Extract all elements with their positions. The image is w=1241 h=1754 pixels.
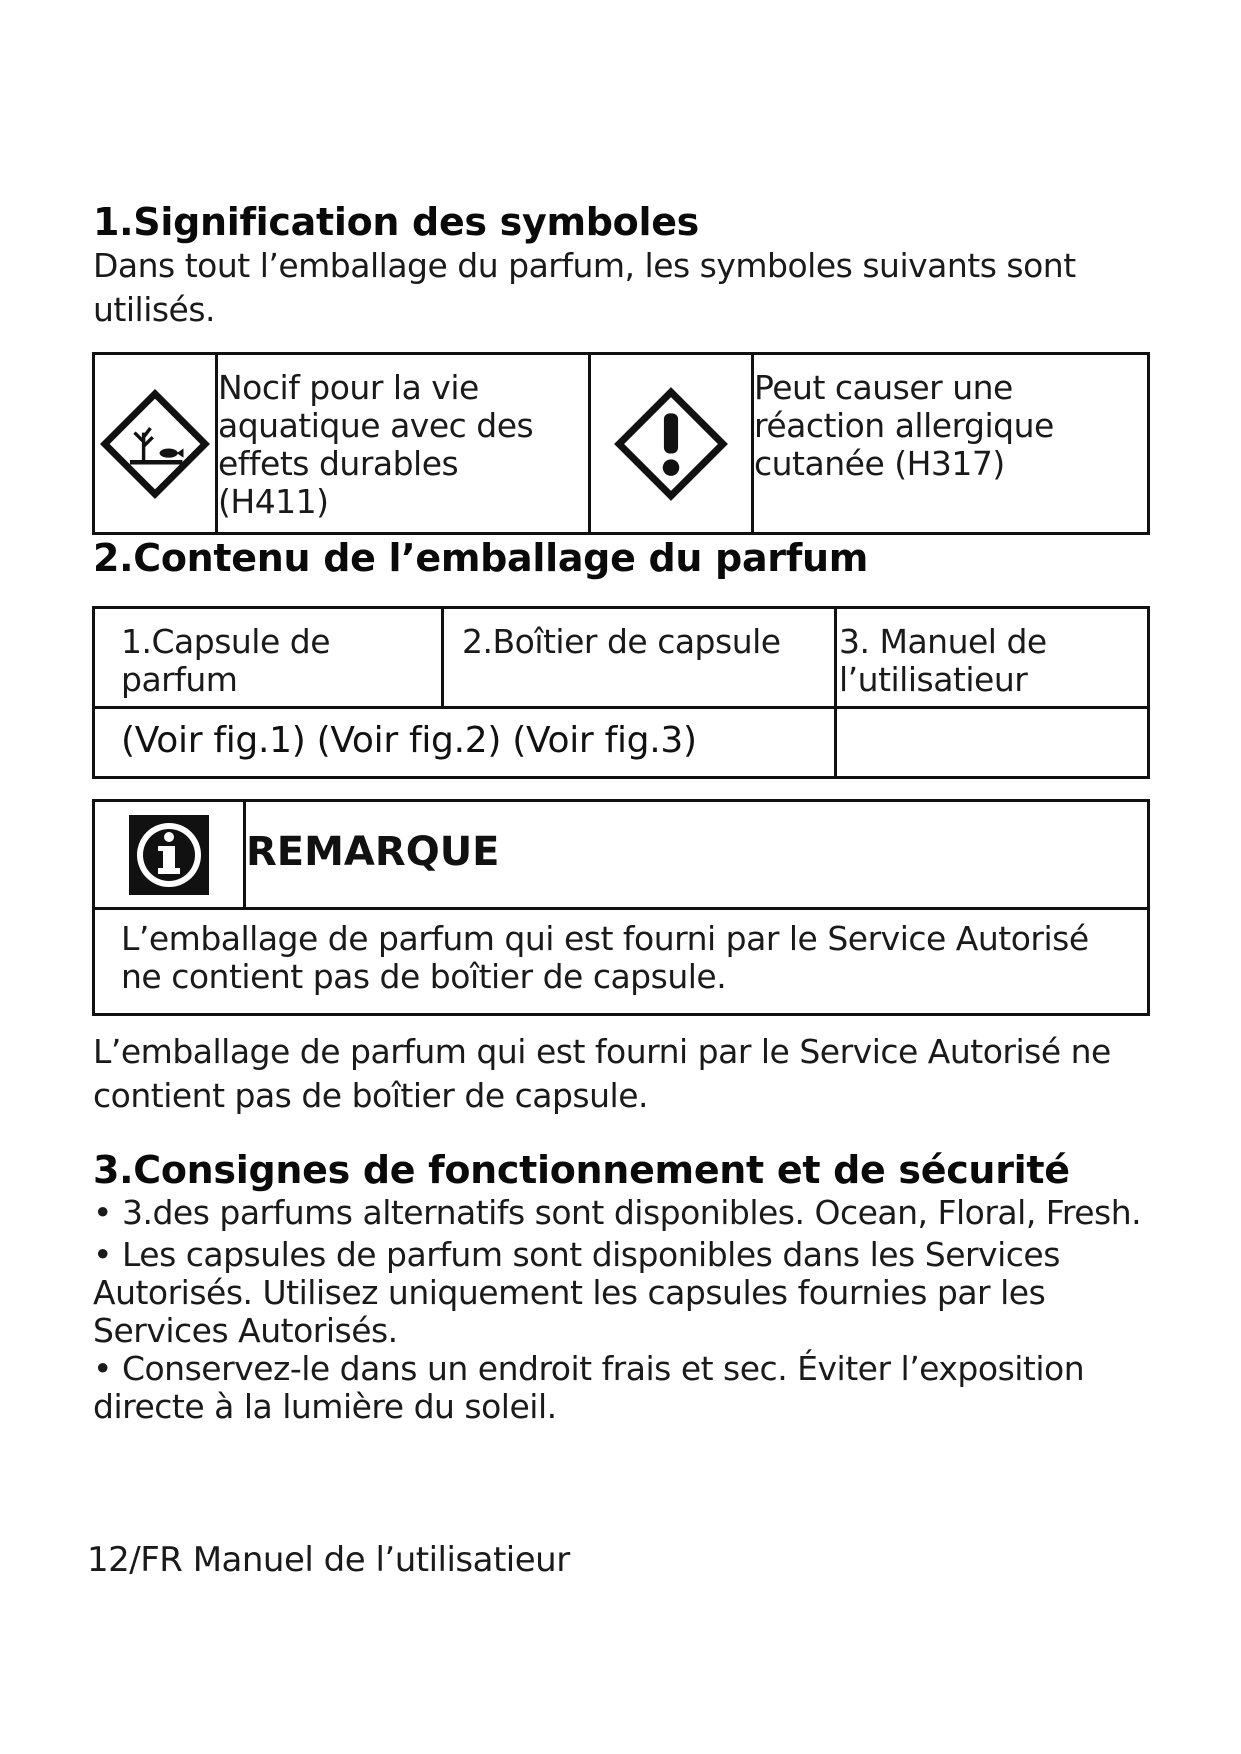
section-2-title: 2.Contenu de l’emballage du parfum xyxy=(93,536,869,580)
section-1-intro: Dans tout l’emballage du parfum, les symboles suivants sont utilisés. xyxy=(93,246,1076,329)
symbol-text-2: Peut causer une réaction allergique cutanée (H317) xyxy=(754,368,1054,483)
contents-table xyxy=(92,606,1150,779)
empty-cell xyxy=(836,708,1149,778)
exclamation-hazard-icon xyxy=(612,385,730,503)
content-cell-3 xyxy=(836,608,1149,708)
page-footer: 12/FR Manuel de l’utilisatieur xyxy=(87,1540,570,1580)
symbol-cell-1 xyxy=(94,354,217,534)
symbols-table xyxy=(92,352,1150,535)
symbol-text-cell-2 xyxy=(753,354,1149,534)
figure-references: (Voir fig.1) (Voir fig.2) (Voir fig.3) xyxy=(121,720,697,761)
content-cell-2 xyxy=(443,608,836,708)
content-cell-1 xyxy=(94,608,443,708)
note-title-cell xyxy=(245,801,1149,909)
info-icon xyxy=(129,815,209,895)
symbol-text-cell-1 xyxy=(217,354,590,534)
note-text: L’emballage de parfum qui est fourni par le Service Autorisé ne contient pas de boîtier de capsule. xyxy=(121,919,1089,996)
note-box xyxy=(92,799,1150,1016)
symbol-text-1: Nocif pour la vie aquatique avec des effets durables (H411) xyxy=(218,368,534,521)
note-title: REMARQUE xyxy=(246,829,500,875)
content-item-1: 1.Capsule de parfum xyxy=(121,622,331,699)
symbol-cell-2 xyxy=(590,354,753,534)
repeat-note-text: L’emballage de parfum qui est fourni par le Service Autorisé ne contient pas de boîtier de capsule. xyxy=(93,1032,1111,1115)
note-body-cell xyxy=(94,909,1149,1015)
list-item: • Les capsules de parfum sont disponibles dans les Services Autorisés. Utilisez uniquement les capsules fournies par les Services Autorisés. xyxy=(93,1235,1060,1350)
content-item-2: 2.Boîtier de capsule xyxy=(462,622,781,661)
list-item: • Conservez-le dans un endroit frais et sec. Éviter l’exposition directe à la lumière du soleil. xyxy=(93,1349,1085,1426)
list-item: • 3.des parfums alternatifs sont disponibles. Ocean, Floral, Fresh. xyxy=(93,1193,1142,1232)
content-item-3: 3. Manuel de l’utilisatieur xyxy=(839,622,1047,699)
section-3-title: 3.Consignes de fonctionnement et de sécurité xyxy=(93,1148,1070,1192)
figs-cell xyxy=(94,708,836,778)
aquatic-hazard-icon xyxy=(98,387,212,501)
section-1-title: 1.Signification des symboles xyxy=(93,200,699,244)
note-icon-cell xyxy=(94,801,245,909)
safety-list xyxy=(93,1194,1153,1426)
